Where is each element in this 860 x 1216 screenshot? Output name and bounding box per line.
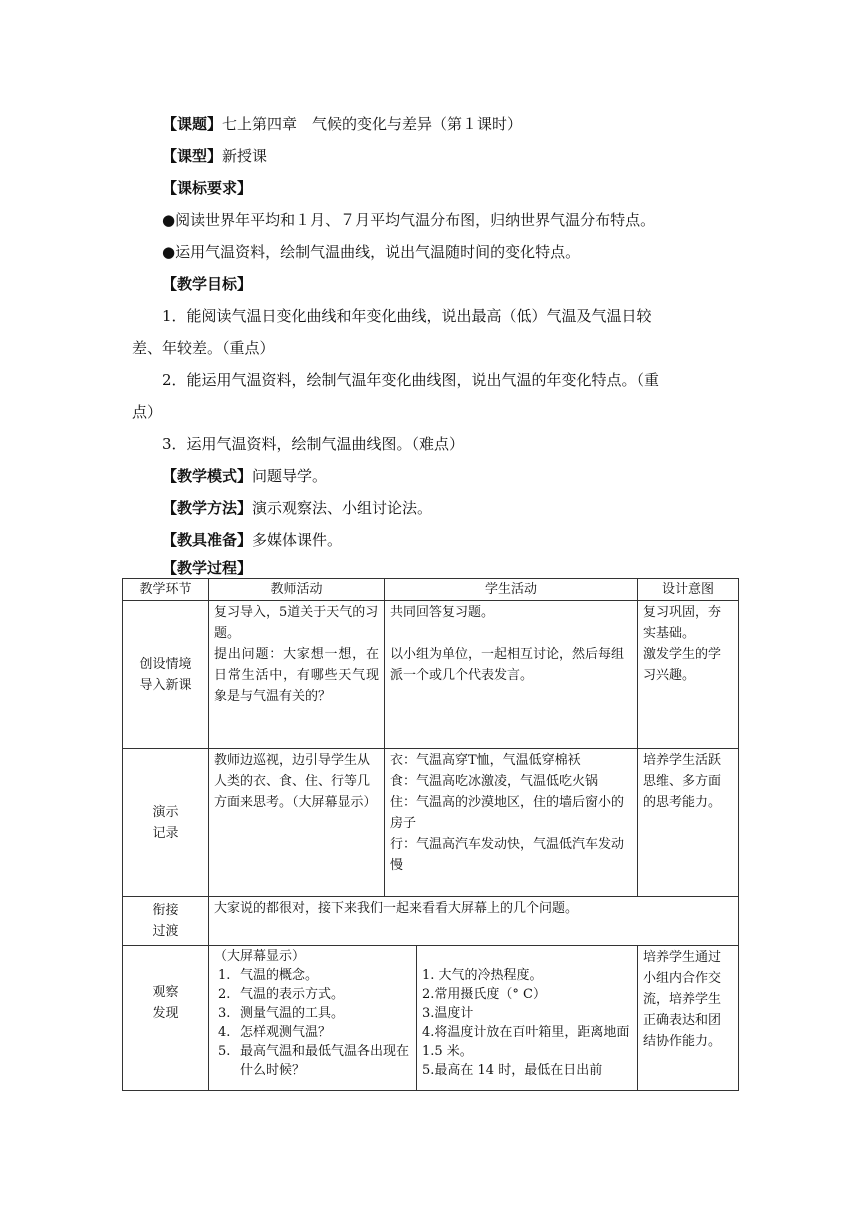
teacher-text: 复习导入，5道关于天气的习题。 <box>214 605 379 641</box>
table-row <box>123 601 739 749</box>
stage-cell <box>123 897 209 946</box>
header-stage: 教学环节 <box>123 579 209 601</box>
mode-label: 【教学模式】 <box>162 467 253 485</box>
list-item: 1. 气温的概念。 <box>218 968 319 983</box>
topic-line <box>162 114 522 134</box>
intent-text: 激发学生的学习兴趣。 <box>643 647 722 683</box>
intent-text: 培养学生通过小组内合作交流，培养学生正确表达和团结协作能力。 <box>643 950 722 1049</box>
teacher-cell <box>209 601 385 749</box>
answer-text: 5.最高在 14 时，最低在日出前 <box>422 1063 603 1078</box>
stage-text: 观察 <box>152 985 179 1000</box>
stage-cell <box>123 946 209 1091</box>
tools-label: 【教具准备】 <box>162 531 253 549</box>
stage-text: 记录 <box>152 825 179 841</box>
answer-text: 1. 大气的冷热程度。 <box>422 968 543 983</box>
topic-value: 七上第四章 气候的变化与差异（第１课时） <box>222 115 523 133</box>
tools-value: 多媒体课件。 <box>252 531 343 549</box>
stage-cell <box>123 749 209 897</box>
goal-2-line-1: 2．能运用气温资料，绘制气温年变化曲线图，说出气温的年变化特点。（重 <box>162 371 660 389</box>
answer-text: 3.温度计 <box>422 1006 474 1021</box>
answers-cell <box>417 946 638 1091</box>
type-label: 【课型】 <box>162 147 223 165</box>
teaching-process-table <box>122 578 739 1091</box>
stage-text: 导入新课 <box>139 677 192 693</box>
student-text: 以小组为单位，一起相互讨论，然后每组派一个或几个代表发言。 <box>390 647 625 683</box>
method-value: 演示观察法、小组讨论法。 <box>252 499 433 517</box>
questions-cell <box>209 946 417 1091</box>
method-label: 【教学方法】 <box>162 499 253 517</box>
student-text: 住：气温高的沙漠地区，住的墙后窗小的房子 <box>390 795 625 831</box>
stage-text: 衔接 <box>152 903 179 918</box>
goals-heading: 【教学目标】 <box>162 275 253 293</box>
table-row <box>123 897 739 946</box>
header-intent: 设计意图 <box>638 579 739 601</box>
stage-text: 创设情境 <box>139 656 192 672</box>
table-row <box>123 749 739 897</box>
table-row <box>123 946 739 1091</box>
teacher-text: 教师边巡视，边引导学生从人类的衣、食、住、行等几方面来思考。（大屏幕显示） <box>214 753 377 810</box>
table-header-row <box>123 579 739 601</box>
header-teacher: 教师活动 <box>209 579 385 601</box>
goal-1-line-2: 差、年较差。（重点） <box>132 339 275 357</box>
list-item: 2. 气温的表示方式。 <box>218 987 345 1002</box>
type-value: 新授课 <box>222 147 268 165</box>
stage-cell <box>123 601 209 749</box>
mode-line <box>162 466 327 486</box>
method-line <box>162 498 432 518</box>
student-cell <box>385 601 638 749</box>
standards-heading: 【课标要求】 <box>162 179 253 197</box>
mode-value: 问题导学。 <box>252 467 328 485</box>
intent-cell <box>638 946 739 1091</box>
process-heading: 【教学过程】 <box>162 559 253 577</box>
standard-item-2: ●运用气温资料，绘制气温曲线，说出气温随时间的变化特点。 <box>162 243 581 261</box>
list-item: 3. 测量气温的工具。 <box>218 1006 345 1021</box>
stage-text: 演示 <box>152 804 179 820</box>
teacher-cell <box>209 749 385 897</box>
tools-line <box>162 530 342 550</box>
screen-note: （大屏幕显示） <box>214 949 306 964</box>
student-text: 行：气温高汽车发动快，气温低汽车发动慢 <box>390 837 625 873</box>
topic-label: 【课题】 <box>162 115 223 133</box>
list-item: 5. 最高气温和最低气温各出现在什么时候？ <box>218 1044 410 1078</box>
question-list <box>214 966 411 1080</box>
transition-cell <box>209 897 739 946</box>
standard-item-1: ●阅读世界年平均和１月、７月平均气温分布图，归纳世界气温分布特点。 <box>162 211 656 229</box>
answer-text: 2.常用摄氏度（° C） <box>422 987 546 1002</box>
student-cell <box>385 749 638 897</box>
intent-text: 复习巩固，夯实基础。 <box>643 605 722 641</box>
goal-1-line-1: 1．能阅读气温日变化曲线和年变化曲线，说出最高（低）气温及气温日较 <box>162 307 652 325</box>
goal-3: 3．运用气温资料，绘制气温曲线图。（难点） <box>162 435 465 453</box>
stage-text: 过渡 <box>152 924 179 939</box>
intent-cell <box>638 749 739 897</box>
type-line <box>162 146 267 166</box>
stage-text: 发现 <box>152 1006 179 1021</box>
goal-2-line-2: 点） <box>132 403 163 421</box>
list-item: 4. 怎样观测气温？ <box>218 1025 332 1040</box>
intent-text: 培养学生活跃思维、多方面的思考能力。 <box>643 753 722 810</box>
student-text: 食：气温高吃冰激凌，气温低吃火锅 <box>390 774 599 789</box>
transition-text: 大家说的都很对，接下来我们一起来看看大屏幕上的几个问题。 <box>214 901 579 916</box>
student-text: 衣：气温高穿T恤，气温低穿棉袄 <box>390 753 581 768</box>
answer-text: 4.将温度计放在百叶箱里，距离地面 1.5 米。 <box>422 1025 630 1059</box>
teacher-text: 提出问题：大家想一想，在日常生活中，有哪些天气现象是与气温有关的？ <box>214 647 379 704</box>
student-text: 共同回答复习题。 <box>390 605 495 620</box>
header-student: 学生活动 <box>385 579 638 601</box>
intent-cell <box>638 601 739 749</box>
